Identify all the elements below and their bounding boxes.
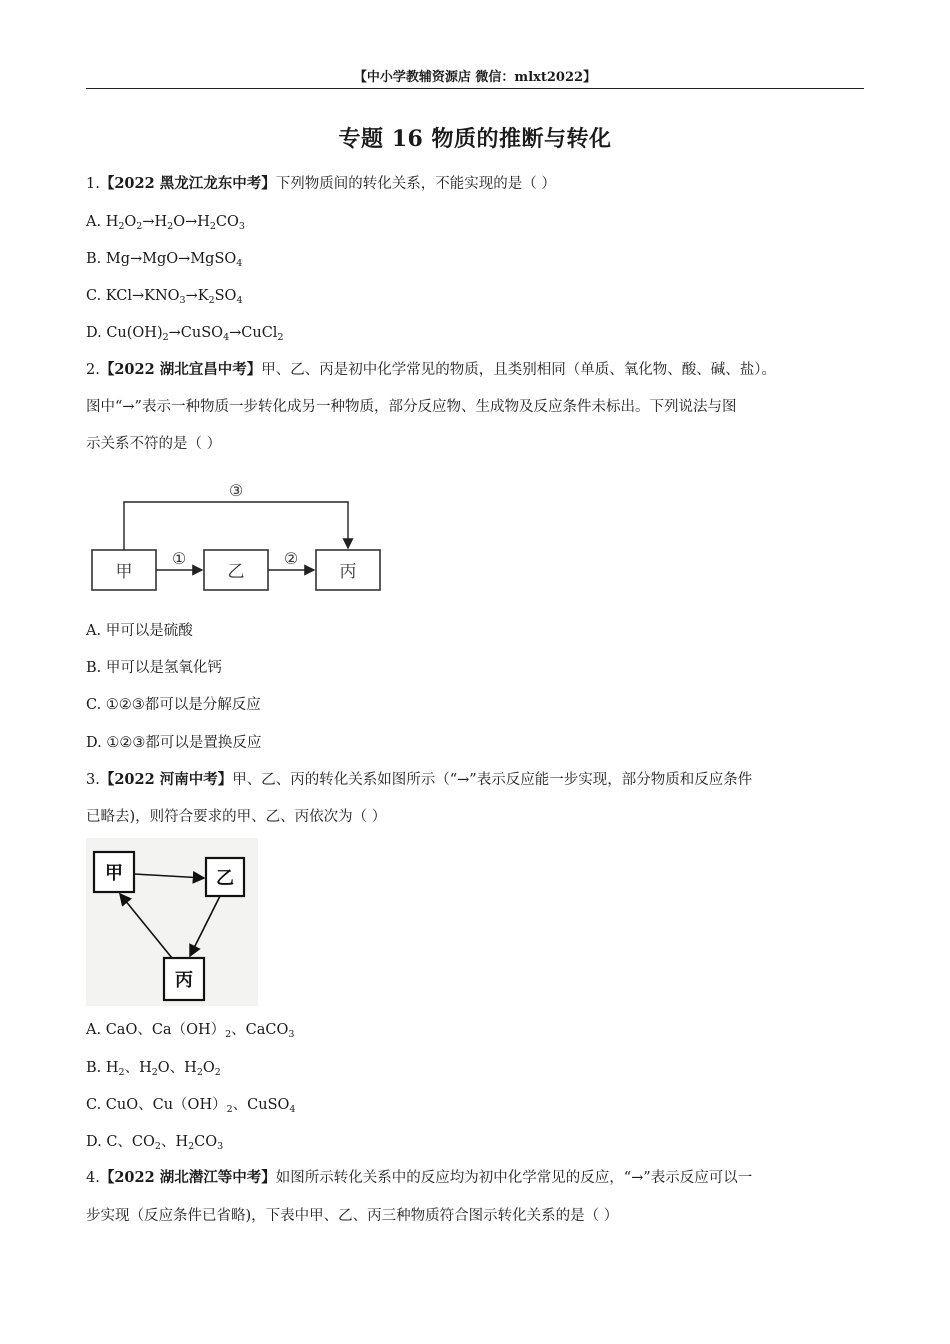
question-2-option-d: D. ①②③都可以是置换反应 [86, 735, 262, 751]
arrow-3 [124, 502, 348, 550]
question-number: 1. [86, 176, 100, 192]
page-header: 【中小学教辅资源店 微信：mlxt2022】 [353, 70, 597, 85]
question-number: 2. [86, 362, 100, 378]
question-source: 【2022 湖北宜昌中考】 [99, 361, 262, 378]
question-1-option-d: D. $Cu(OH)_2\to CuSO_4\to CuCl_2$ [86, 325, 284, 343]
arrow-jia-to-yi [134, 874, 204, 878]
box-jia-label: 甲 [105, 863, 123, 884]
question-3-stem-line-2: 已略去)，则符合要求的甲、乙、丙依次为（ ） [86, 809, 387, 825]
question-source: 【2022 黑龙江龙东中考】 [99, 175, 276, 192]
arrow-1-label: ① [171, 549, 187, 568]
question-1-stem [86, 174, 556, 194]
header-divider [86, 88, 864, 89]
question-3-option-b: B. $H_2$、$H_2O$、$H_2O_2$ [86, 1060, 221, 1078]
page-title: 专题 16 物质的推断与转化 [338, 126, 612, 152]
question-3-stem-line-1 [86, 770, 752, 790]
box-bing-label: 丙 [175, 970, 193, 991]
question-3-option-d: D. C、$CO_2$、$H_2CO_3$ [86, 1134, 224, 1152]
question-text: 甲、乙、丙是初中化学常见的物质，且类别相同（单质、氧化物、酸、碱、盐）。 [261, 362, 776, 378]
question-number: 4. [86, 1170, 100, 1186]
question-1-option-a: A. $H_2O_2\to H_2O\to H_2CO_3$ [86, 214, 245, 232]
question-text: 下列物质间的转化关系，不能实现的是（ ） [275, 176, 556, 192]
question-source: 【2022 河南中考】 [99, 771, 233, 788]
box-yi-label: 乙 [216, 868, 234, 889]
question-2-diagram [86, 474, 386, 598]
question-3-option-c: C. CuO、$Cu(OH)_2$、CuSO$_4$ [86, 1097, 296, 1115]
box-bing-label: 丙 [339, 562, 357, 582]
box-yi-label: 乙 [227, 562, 245, 582]
question-3-option-a: A. CaO、$Ca(OH)_2$、CaCO$_3$ [86, 1022, 295, 1040]
question-3-diagram [86, 838, 258, 1006]
box-jia-label: 甲 [115, 562, 133, 582]
question-2-option-b: B. 甲可以是氢氧化钙 [86, 660, 222, 676]
arrow-bing-to-jia [120, 894, 172, 958]
question-2-option-c: C. ①②③都可以是分解反应 [86, 697, 261, 713]
question-2-stem-line-1 [86, 360, 776, 380]
question-2-stem-line-3: 示关系不符的是（ ） [86, 436, 222, 452]
question-4-stem-line-1 [86, 1168, 752, 1188]
question-1-option-c: C. $KCl\to KNO_3\to K_2SO_4$ [86, 288, 243, 306]
question-source: 【2022 湖北潜江等中考】 [99, 1169, 276, 1186]
question-2-stem-line-2: 图中“→”表示一种物质一步转化成另一种物质，部分反应物、生成物及反应条件未标出。下列说法与图 [86, 399, 737, 415]
arrow-yi-to-bing [190, 896, 220, 956]
question-2-option-a: A. 甲可以是硫酸 [86, 623, 193, 639]
question-text: 如图所示转化关系中的反应均为初中化学常见的反应，“→”表示反应可以一 [275, 1170, 753, 1186]
question-1-option-b: B. Mg→MgO→MgSO$_4$ [86, 251, 243, 269]
question-4-stem-line-2: 步实现（反应条件已省略)，下表中甲、乙、丙三种物质符合图示转化关系的是（ ） [86, 1208, 619, 1224]
arrow-2-label: ② [283, 549, 299, 568]
question-text: 甲、乙、丙的转化关系如图所示（“→”表示反应能一步实现，部分物质和反应条件 [232, 772, 753, 788]
question-number: 3. [86, 772, 100, 788]
arrow-3-label: ③ [228, 481, 244, 500]
